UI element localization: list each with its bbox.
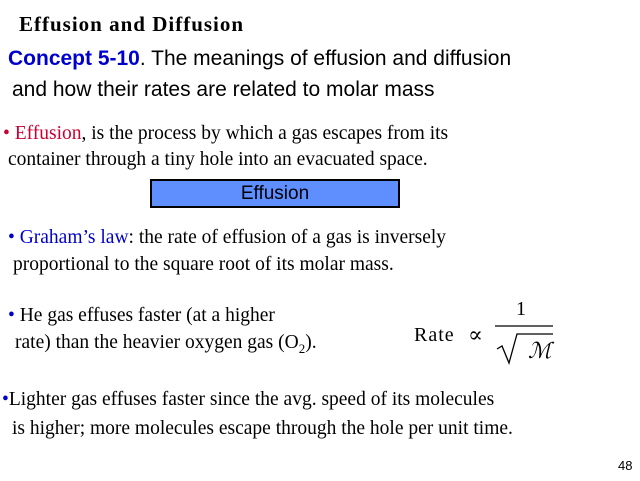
formula-numerator: 1	[516, 298, 526, 320]
grahams-law	[8, 227, 446, 249]
concept-heading	[8, 47, 511, 71]
effusion-def-text-2: container through a tiny hole into an evacuated space.	[8, 149, 428, 170]
grahams-law-term: Graham’s law	[19, 227, 129, 248]
effusion-button[interactable]: Effusion	[150, 179, 400, 208]
effusion-definition	[3, 123, 448, 145]
concept-text-2: and how their rates are related to molar mass	[12, 78, 435, 101]
grahams-text-2: proportional to the square root of its molar mass.	[13, 254, 394, 275]
bullet: •	[8, 227, 15, 248]
lighter-text-1: Lighter gas effuses faster since the avg. speed of its molecules	[8, 389, 495, 410]
lighter-text-2: is higher; more molecules escape through the hole per unit time.	[12, 418, 513, 439]
proportional-symbol: ∝	[468, 322, 483, 347]
formula-lhs: Rate	[414, 324, 455, 346]
page-number: 48	[618, 458, 633, 473]
lighter-gas-point	[2, 389, 494, 411]
subscript: 2	[298, 340, 306, 356]
grahams-text-1: : the rate of effusion of a gas is inversely	[128, 227, 447, 248]
effusion-term: Effusion	[14, 123, 82, 144]
formula-denominator: ℳ	[528, 338, 552, 363]
concept-text-1: . The meanings of effusion and diffusion	[139, 47, 512, 70]
slide-title: Effusion and Diffusion	[19, 12, 245, 36]
helium-text-2: rate) than the heavier oxygen gas $(O_2)$.	[15, 332, 317, 356]
helium-point	[8, 305, 275, 327]
helium-text-1: He gas effuses faster (at a higher	[19, 305, 275, 326]
concept-label: Concept 5-10	[8, 47, 140, 70]
bullet: •	[3, 123, 10, 144]
bullet: •	[2, 389, 9, 410]
effusion-def-text-1: , is the process by which a gas escapes from its	[81, 123, 449, 144]
bullet: •	[8, 305, 15, 326]
